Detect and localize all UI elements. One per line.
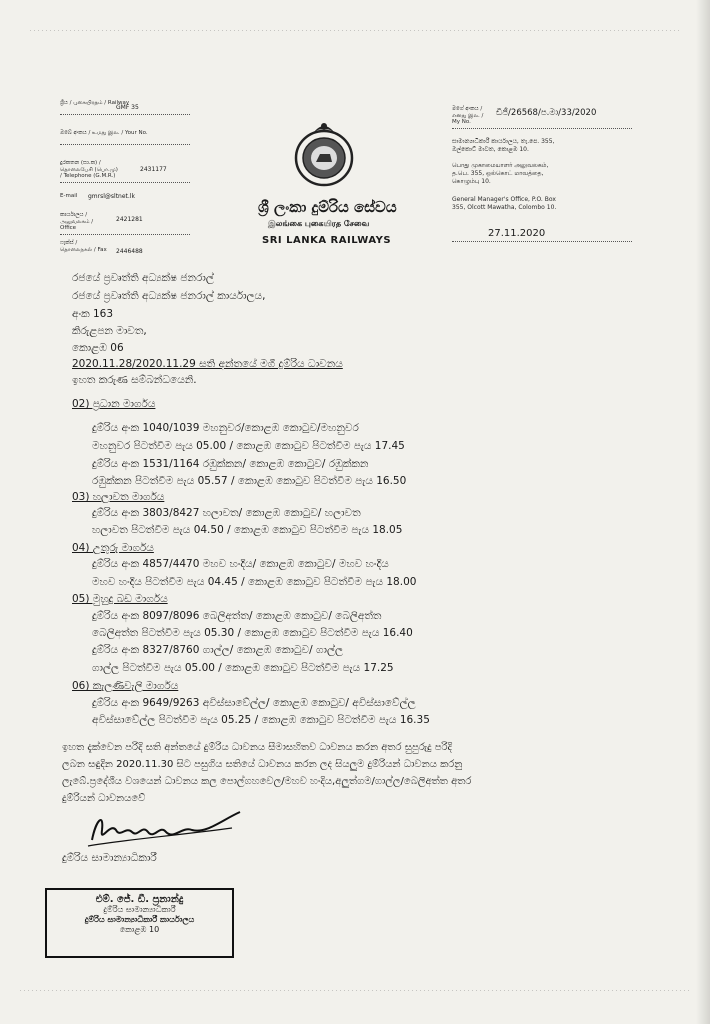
ref-value: ඩීජී/26568/ප.මා/33/2020 xyxy=(496,108,597,118)
railway-emblem-icon xyxy=(292,118,356,188)
date-underline xyxy=(452,241,632,242)
address-sinhala: සාමාන්‍යාධිකාරී කාර්යාලය, තැ.පෙ. 355, ඔල්කොට් මාවත, කොළඹ 10. xyxy=(452,138,555,153)
schedule-line: දුම්රිය අංක 1531/1164 රඹුක්කන/ කොළඹ කොටුව/ රඹුක්කන xyxy=(92,458,369,470)
address-tamil: பொது முகாமையாளர் அலுவலகம், த.பெ. 355, ஒல்கொட் மாவத்தை, கொழும்பு 10. xyxy=(452,162,549,185)
schedule-line: ගාල්ල පිටත්වීම පැය 05.00 / කොළඹ කොටුව පිටත්වීම පැය 17.25 xyxy=(92,662,394,674)
stamp-line: කොළඹ 10 xyxy=(119,925,160,934)
header-field-telephone xyxy=(60,160,200,180)
schedule-line: බෙලිඅත්ත පිටත්වීම පැය 05.30 / කොළඹ කොටුව පිටත්වීම පැය 16.40 xyxy=(92,627,413,639)
address-english: General Manager's Office, P.O. Box 355, Olcott Mawatha, Colombo 10. xyxy=(452,196,557,211)
header-field-railway xyxy=(60,100,200,111)
field-label: ෆැක්ස් / தொலைநகல் / Fax xyxy=(60,240,107,253)
recipient-line: අංක 163 xyxy=(72,308,114,320)
subject-line: 2020.11.28/2020.11.29 සති අන්තයේ මගී දුම්රිය ධාවනය xyxy=(72,358,343,370)
scan-noise xyxy=(30,30,680,31)
schedule-line: දුම්රිය අංක 8327/8760 ගාල්ල/ කොළඹ කොටුව/ ගාල්ල xyxy=(92,644,343,656)
closing-line: ලබන සඳුදින 2020.11.30 සිට පසුගිය සතියේ ධාවනය කරන ලද සියලුම දුම්රියන් ධාවනය කරනු xyxy=(62,759,463,770)
schedule-line: දුම්රිය අංක 9649/9263 අවිස්සාවේල්ල/ කොළඹ කොටුව/ අවිස්සාවේල්ල xyxy=(92,697,416,709)
recipient-line: රජයේ ප්‍රවෘත්ති අධ්‍යක්ෂ ජනරාල් xyxy=(72,272,214,284)
field-value: 2431177 xyxy=(140,166,167,173)
stamp-line: දුම්රිය සාමාන්‍යාධිකාරී xyxy=(103,905,176,914)
closing-line: ඉහත දැක්වෙන පරිදි සති අන්තයේ දුම්රිය ධාවනය සීමාසහිතව ධාවනය කරන අතර සුපුරුදු පරිදි xyxy=(62,742,452,753)
schedule-line: රඹුක්කන පිටත්වීම පැය 05.57 / කොළඹ කොටුව පිටත්වීම පැය 16.50 xyxy=(92,475,407,487)
field-label: කාර්යාලය / அலுவலகம் / Office xyxy=(60,212,94,231)
title-english: SRI LANKA RAILWAYS xyxy=(262,235,392,246)
field-label: E-mail xyxy=(60,193,78,199)
scan-edge-shadow xyxy=(696,0,710,1024)
section-heading: 05) මුහුදු බඩ මාර්ගය xyxy=(72,593,168,605)
header-field-email xyxy=(60,193,200,200)
field-label: දුරකතන (සා.ක) / தொலைபேசி (பொ.மு) / Telephone (G.M.R.) xyxy=(60,160,118,179)
schedule-line: දුම්රිය අංක 1040/1039 මහනුවර/කොළඹ කොටුව/මහනුවර xyxy=(92,422,359,434)
signatory-title: දුම්රිය සාමාන්‍යාධිකාරී xyxy=(62,852,157,864)
field-value: gmrsl@sltnet.lk xyxy=(88,193,135,200)
field-label: ශ්‍රිය / புகையிரதம் / Railway xyxy=(60,100,130,106)
schedule-line: හලාවත පිටත්වීම පැය 04.50 / කොළඹ කොටුව පිටත්වීම පැය 18.05 xyxy=(92,524,403,536)
stamp-line: දුම්රිය සාමාන්‍යාධිකාරී කාර්යාලය xyxy=(84,915,195,924)
schedule-line: දුම්රිය අංක 8097/8096 බෙලිඅත්ත/ කොළඹ කොටුව/ බෙලිඅත්ත xyxy=(92,610,382,622)
section-heading: 04) උතුරු මාර්ගය xyxy=(72,542,154,554)
field-value: 2446488 xyxy=(116,248,143,255)
closing-line: ලැබේ.ප්‍රදේශීය වශයෙන් ධාවනය කල පොල්ගහවෙල/මහව හංදිය,අලුත්ගම/ගාල්ල/බෙලිඅත්ත අතර xyxy=(62,776,472,787)
section-heading: 06) කැලණිවැලි මාර්ගය xyxy=(72,680,179,692)
header-field-fax xyxy=(60,240,200,253)
stamp-name: එම්. ජේ. ඩී. ප්‍රනාන්දු xyxy=(95,894,184,905)
recipient-line: කොළඹ 06 xyxy=(72,342,124,354)
field-value: 2421281 xyxy=(116,216,143,223)
ref-label: මගේ අංකය / எனது இல. / My No. xyxy=(452,106,484,125)
reference-number xyxy=(452,106,632,126)
header-field-office xyxy=(60,212,200,232)
schedule-line: දුම්රිය අංක 4857/4470 මහව හංදිය/ කොළඹ කොටුව/ මහව හංදිය xyxy=(92,558,389,570)
header-field-your-no xyxy=(60,130,200,137)
recipient-line: කිරුළපන මාවත, xyxy=(72,325,147,337)
title-sinhala: ශ්‍රී ලංකා දුම්රිය සේවය xyxy=(258,198,397,216)
scan-noise xyxy=(20,990,690,991)
recipient-line: රජයේ ප්‍රවෘත්ති අධ්‍යක්ෂ ජනරාල් කාර්යාලය, xyxy=(72,290,266,302)
field-value: GMF 35 xyxy=(116,104,139,111)
schedule-line: මහනුවර පිටත්වීම පැය 05.00 / කොළඹ කොටුව පිටත්වීම පැය 17.45 xyxy=(92,440,405,452)
section-heading: 03) හලාවත මාර්ගය xyxy=(72,491,165,503)
closing-line: දුම්රියන් ධාවනයවේ xyxy=(62,793,146,804)
field-label: ඔබේ අංකය / உமது இல. / Your No. xyxy=(60,130,148,136)
schedule-line: මහව හංදිය පිටත්වීම පැය 04.45 / කොළඹ කොටුව පිටත්වීම පැය 18.00 xyxy=(92,576,417,588)
schedule-line: දුම්රිය අංක 3803/8427 හලාවත/ කොළඹ කොටුව/ හලාවත xyxy=(92,507,361,519)
title-tamil: இலங்கை புகையிரத சேவை xyxy=(268,219,370,228)
schedule-line: අවිස්සාවේල්ල පිටත්වීම පැය 05.25 / කොළඹ කොටුව පිටත්වීම පැය 16.35 xyxy=(92,714,430,726)
intro-line: ඉහත කරුණ සම්බන්ධයෙනි. xyxy=(72,374,197,386)
letter-date: 27.11.2020 xyxy=(488,228,546,239)
official-stamp xyxy=(45,888,234,958)
handwritten-signature xyxy=(82,800,252,858)
section-heading: 02) ප්‍රධාන මාර්ගය xyxy=(72,398,156,410)
